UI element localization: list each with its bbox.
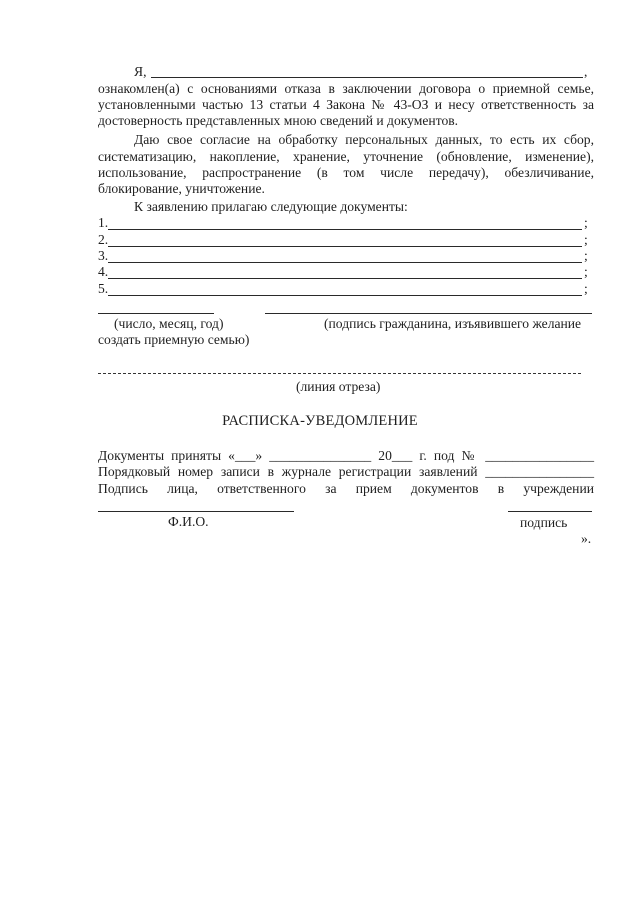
doc-item-5-line [108,295,582,296]
para2-line-1: Даю свое согласие на обработку персональных данных, то есть их сбор, [134,132,594,147]
doc-item-1-line [108,229,582,230]
para2-line-3: использование, распространение (в том числе передачу), обезличивание, [98,165,594,180]
doc-item-4-number: 4. [98,264,109,279]
doc-item-4-end: ; [584,264,588,279]
doc-item-2-number: 2. [98,232,109,247]
docs-accepted-line: Документы приняты «___» _______________ 20___ г. под № ________________ [98,448,594,463]
receipt-title: РАСПИСКА-УВЕДОМЛЕНИЕ [222,413,418,429]
name-line-end: , [584,64,588,79]
name-blank-line [151,77,583,78]
para1-line-3: достоверность представленных мною сведений и документов. [98,113,459,128]
fio-blank-line [98,511,294,512]
para1-line-2: установленными частью 13 статьи 4 Закона № 43-ОЗ и несу ответственность за [98,97,594,112]
receipt-closing: ». [581,531,592,546]
doc-item-1-number: 1. [98,215,109,230]
journal-number-line: Порядковый номер записи в журнале регистрации заявлений ________________ [98,464,594,479]
para2-line-4: блокирование, уничтожение. [98,181,265,196]
responsible-person-line: Подпись лица, ответственного за прием документов в учреждении [98,481,594,496]
para1-line-1: ознакомлен(а) с основаниями отказа в заключении договора о приемной семье, [98,81,594,96]
doc-item-3-line [108,262,582,263]
doc-item-5-end: ; [584,281,588,296]
signature-blank-line [265,313,592,314]
fio-caption: Ф.И.О. [168,514,209,529]
doc-item-1-end: ; [584,215,588,230]
doc-item-4-line [108,278,582,279]
signature-blank-line-2 [508,511,592,512]
signature-caption-line-1: (подпись гражданина, изъявившего желание [324,316,582,331]
doc-item-3-end: ; [584,248,588,263]
doc-item-2-line [108,246,582,247]
date-blank-line [98,313,214,314]
para2-line-2: систематизацию, накопление, хранение, уточнение (обновление, изменение), [98,149,594,164]
attachments-intro: К заявлению прилагаю следующие документы: [134,199,408,214]
cut-line-label: (линия отреза) [296,379,381,394]
doc-item-2-end: ; [584,232,588,247]
doc-item-3-number: 3. [98,248,109,263]
ya-label: Я, [134,64,147,79]
receipt-signature-caption: подпись [520,515,568,530]
doc-item-5-number: 5. [98,281,109,296]
cut-line [98,373,581,374]
signature-caption-line-2: создать приемную семью) [98,332,250,347]
date-caption: (число, месяц, год) [114,316,224,331]
